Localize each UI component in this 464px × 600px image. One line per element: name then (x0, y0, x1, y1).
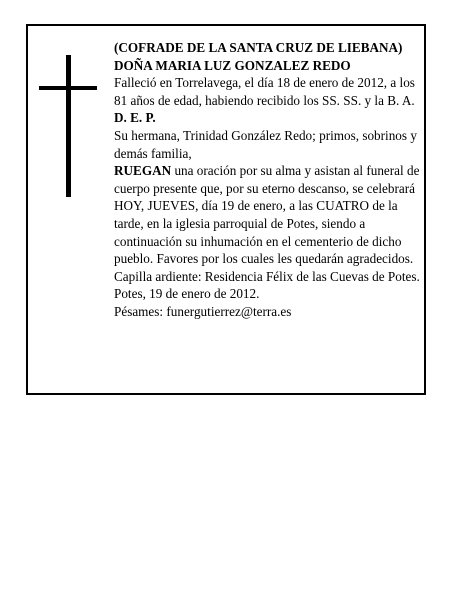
obituary-notice (26, 24, 426, 395)
death-announcement: Falleció en Torrelavega, el día 18 de enero de 2012, a los 81 años de edad, habiendo recibido los SS. SS. y la B. A. (114, 75, 415, 108)
funeral-details: una oración por su alma y asistan al funeral de cuerpo presente que, por su eterno descanso, se celebrará HOY, JUEVES, día 19 de enero, a las CUATRO de la tarde, en la iglesia parroquial de Potes, siendo a continuación su inhumación en el cementerio de dicho pueblo. Favores por los cuales les quedarán agradecidos. Capilla ardiente: Residencia Félix de las Cuevas de Potes. (114, 163, 420, 284)
rip-line: D. E. P. (114, 110, 156, 126)
funeral-request (114, 162, 422, 285)
place-and-date: Potes, 19 de enero de 2012. (114, 286, 260, 302)
obituary-text (114, 39, 422, 321)
brotherhood-heading: (COFRADE DE LA SANTA CRUZ DE LIEBANA) (114, 40, 403, 55)
condolences-contact: Pésames: funergutierrez@terra.es (114, 303, 292, 319)
cross-horizontal-bar (39, 86, 97, 90)
family-members: Su hermana, Trinidad González Redo; primos, sobrinos y demás familia, (114, 127, 417, 161)
deceased-name: DOÑA MARIA LUZ GONZALEZ REDO (114, 57, 351, 73)
request-verb: RUEGAN (114, 163, 172, 179)
cross-vertical-bar (66, 55, 71, 197)
